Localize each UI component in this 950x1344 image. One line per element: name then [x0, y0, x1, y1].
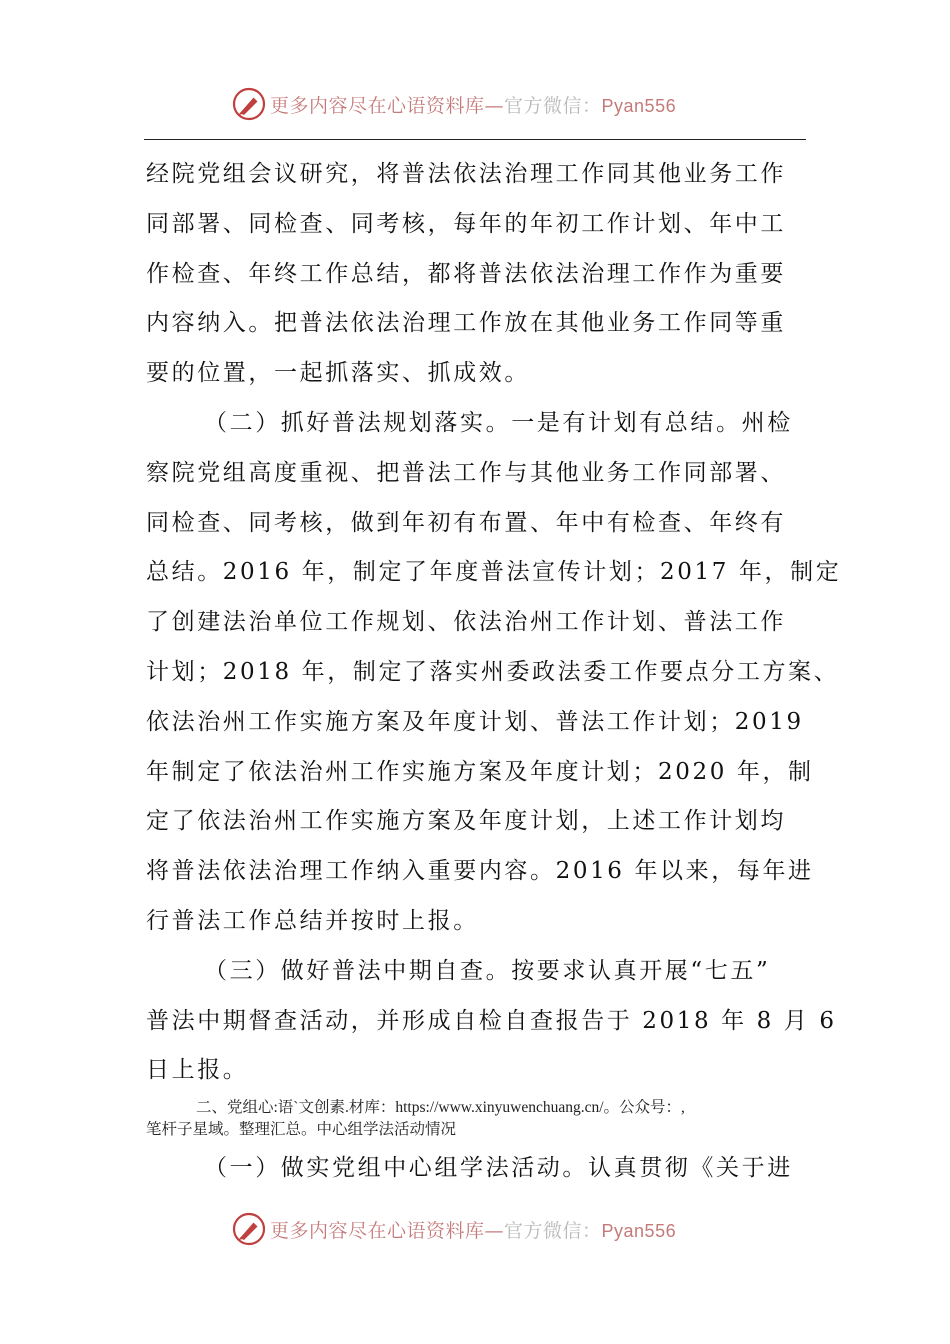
section-heading-2: （二）抓好普法规划落实。一是有计划有总结。州检	[204, 409, 793, 436]
footer-brand-id: Pyan556	[601, 1220, 677, 1241]
header-brand[interactable]	[232, 87, 676, 121]
header-brand-main: 更多内容尽在心语资料库	[270, 94, 485, 117]
section-title-small-cont: 笔杆子星域。整理汇总。中心组学法活动情况	[146, 1121, 457, 1138]
body-line: 经院党组会议研究，将普法依法治理工作同其他业务工作	[146, 161, 786, 187]
body-line: 普法中期督查活动，并形成自检自查报告于 2018 年 8 月 6	[146, 1007, 837, 1034]
section-title-small: 二、党组心:语`文创素.材库：https://www.xinyuwenchuang.cn/。公众号：,	[196, 1099, 685, 1116]
header-rule	[144, 139, 806, 140]
body-line: 计划；2018 年，制定了落实州委政法委工作要点分工方案、	[146, 658, 840, 685]
body-line: 作检查、年终工作总结，都将普法依法治理工作作为重要	[146, 260, 786, 287]
header-brand-dash: —	[484, 94, 505, 117]
body-line: 年制定了依法治州工作实施方案及年度计划；2020 年，制	[146, 758, 814, 785]
body-line: 要的位置，一起抓落实、抓成效。	[146, 360, 530, 387]
footer-brand-text	[270, 1216, 676, 1243]
body-line: 总结。2016 年，制定了年度普法宣传计划；2017 年，制定	[146, 559, 842, 586]
section-heading-3: （三）做好普法中期自查。按要求认真开展“七五”	[204, 957, 771, 984]
pen-nib-icon	[232, 1212, 266, 1246]
footer-brand-wechat: 官方微信：	[504, 1219, 602, 1242]
footer-brand-main: 更多内容尽在心语资料库	[270, 1219, 485, 1242]
body-line: 同检查、同考核，做到年初有布置、年中有检查、年终有	[146, 509, 786, 536]
page-header	[0, 83, 950, 123]
last-paragraph	[146, 1144, 808, 1194]
footer-brand-dash: —	[484, 1219, 505, 1242]
body-line: 依法治州工作实施方案及年度计划、普法工作计划；2019	[146, 708, 804, 735]
body-line: 定了依法治州工作实施方案及年度计划，上述工作计划均	[146, 808, 786, 835]
page-footer	[0, 1208, 950, 1248]
body-line: 同部署、同检查、同考核，每年的年初工作计划、年中工	[146, 210, 786, 237]
body-line: 了创建法治单位工作规划、依法治州工作计划、普法工作	[146, 609, 786, 636]
body-line: 察院党组高度重视、把普法工作与其他业务工作同部署、	[146, 459, 786, 486]
body-line: 日上报。	[146, 1057, 249, 1084]
footer-brand[interactable]	[232, 1212, 676, 1246]
section-heading-1: （一）做实党组中心组学法活动。认真贯彻《关于进	[204, 1155, 793, 1181]
body-line: 将普法依法治理工作纳入重要内容。2016 年以来，每年进	[146, 858, 814, 885]
body-line: 行普法工作总结并按时上报。	[146, 907, 479, 934]
header-brand-wechat: 官方微信：	[504, 94, 602, 117]
body-line: 内容纳入。把普法依法治理工作放在其他业务工作同等重	[146, 310, 786, 337]
header-brand-id: Pyan556	[601, 95, 677, 116]
pen-nib-icon	[232, 87, 266, 121]
document-body	[146, 150, 842, 1096]
header-brand-text	[270, 91, 676, 118]
